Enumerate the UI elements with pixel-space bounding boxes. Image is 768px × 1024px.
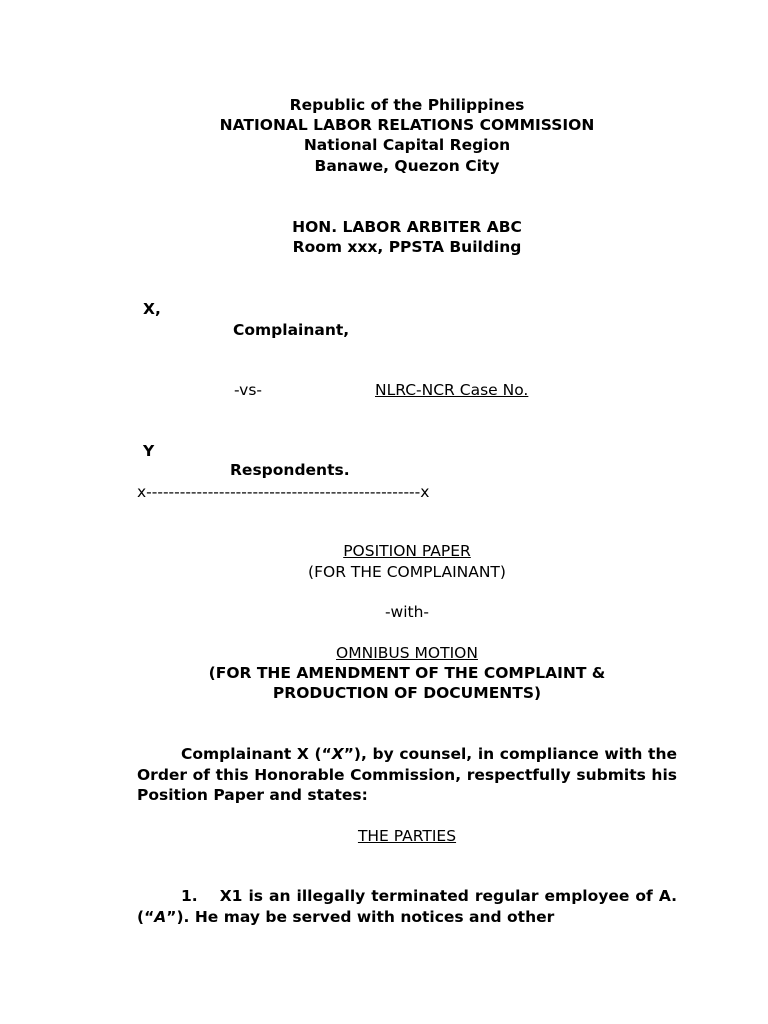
- respondent-label: Respondents.: [230, 461, 350, 479]
- document-title: POSITION PAPER: [343, 542, 471, 560]
- paragraph1-text-italic: A: [154, 907, 167, 926]
- versus-label: -vs-: [234, 381, 263, 399]
- paragraph1-text-part1: X1 is an illegally terminated regular employee of A. (“: [137, 887, 677, 926]
- region-line: National Capital Region: [303, 136, 511, 154]
- omnibus-title: OMNIBUS MOTION: [336, 644, 478, 662]
- paragraph1-text-part2: ”). He may be served with notices and other: [166, 907, 555, 926]
- intro-paragraph: [137, 744, 677, 806]
- complainant-label: Complainant,: [233, 321, 350, 339]
- document-subtitle: (FOR THE COMPLAINANT): [308, 563, 506, 581]
- arbiter-room: Room xxx, PPSTA Building: [292, 238, 522, 256]
- with-label: -with-: [384, 603, 430, 621]
- intro-text-part1: Complainant X (“: [181, 745, 332, 763]
- arbiter-name: HON. LABOR ARBITER ABC: [292, 218, 522, 236]
- address-line: Banawe, Quezon City: [314, 157, 500, 175]
- caption-divider: x-------------------------------------------------x: [137, 483, 430, 501]
- respondent-name: Y: [143, 442, 155, 460]
- intro-text-italic: X: [331, 745, 344, 763]
- republic-line: Republic of the Philippines: [289, 96, 525, 114]
- commission-name: NATIONAL LABOR RELATIONS COMMISSION: [219, 116, 595, 134]
- section-heading: THE PARTIES: [357, 827, 457, 845]
- paragraph-1: [137, 886, 677, 927]
- complainant-name: X,: [143, 300, 161, 318]
- case-number: NLRC-NCR Case No.: [375, 381, 529, 399]
- omnibus-subtitle-line2: PRODUCTION OF DOCUMENTS): [272, 684, 542, 702]
- paragraph-number: 1.: [181, 887, 198, 905]
- omnibus-subtitle-line1: (FOR THE AMENDMENT OF THE COMPLAINT &: [208, 664, 606, 682]
- intro-text-part2: ”), by counsel, in compliance with the Order of this Honorable Commission, respectfully submits his Position Paper and states:: [137, 745, 677, 804]
